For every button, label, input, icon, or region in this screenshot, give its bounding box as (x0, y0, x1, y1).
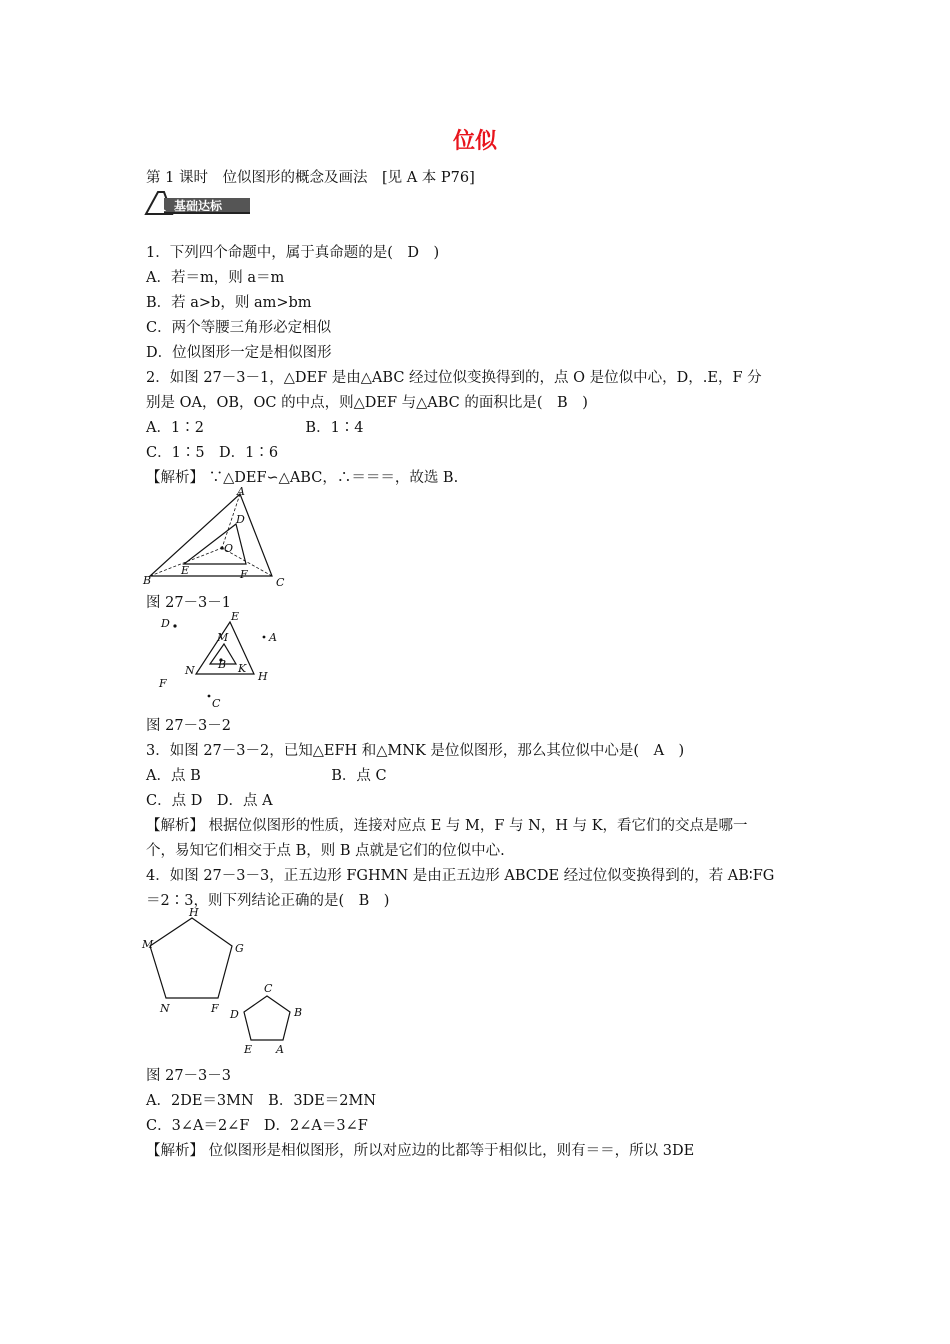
fig1-label-f: F (240, 568, 248, 581)
q2-stem-line1: 2．如图 27－3－1，△DEF 是由△ABC 经过位似变换得到的，点 O 是位似中心，D，.E，F 分 (146, 370, 762, 386)
fig3-label-f: F (211, 1002, 219, 1015)
figure-27-3-2 (150, 610, 290, 710)
lesson-heading: 第 1 课时 位似图形的概念及画法 [见 A 本 P76] (146, 170, 475, 186)
q4-stem-line1: 4．如图 27－3－3，正五边形 FGHMN 是由正五边形 ABCDE 经过位似变换得到的，若 AB∶FG (146, 868, 775, 884)
q2-stem-line2: 别是 OA，OB，OC 的中点，则△DEF 与△ABC 的面积比是( B ) (146, 395, 588, 411)
q2-analysis: 【解析】 ∵△DEF∽△ABC，∴＝＝＝，故选 B. (146, 470, 459, 486)
fig2-label-m: M (217, 631, 229, 644)
fig3-label-c: C (264, 982, 273, 995)
q1-option-d: D．位似图形一定是相似图形 (146, 345, 332, 361)
basic-level-badge (144, 190, 252, 216)
fig3-label-g: G (235, 942, 244, 955)
q4-stem-line2: ＝2∶3，则下列结论正确的是( B ) (146, 893, 390, 909)
badge-text: 基础达标 (174, 199, 223, 213)
fig2-label-b: B (218, 658, 227, 671)
fig3-label-h: H (189, 906, 199, 919)
fig1-label-e: E (181, 564, 190, 577)
q2-options-ab: A．1∶2 B．1∶4 (146, 420, 364, 436)
fig3-label-e: E (244, 1043, 253, 1056)
fig2-label-a: A (269, 631, 277, 644)
q1-option-a: A．若＝m，则 a＝m (146, 270, 285, 286)
fig1-label-b: B (143, 574, 152, 587)
fig3-caption: 图 27－3－3 (146, 1068, 232, 1084)
q3-options-cd: C．点 D D．点 A (146, 793, 273, 809)
fig3-label-m: M (142, 938, 154, 951)
fig1-label-o: O (224, 542, 234, 555)
fig3-label-a: A (276, 1043, 284, 1056)
fig2-label-c: C (212, 697, 221, 710)
fig1-label-d: D (236, 513, 245, 526)
q3-analysis-line1: 【解析】 根据位似图形的性质，连接对应点 E 与 M，F 与 N，H 与 K，看它们的交点是哪一 (146, 818, 748, 834)
q1-stem: 1．下列四个命题中，属于真命题的是( D ) (146, 245, 440, 261)
fig2-label-h: H (258, 670, 268, 683)
q4-analysis: 【解析】 位似图形是相似图形，所以对应边的比都等于相似比，则有＝＝，所以 3DE (146, 1143, 695, 1159)
q4-options-ab: A．2DE＝3MN B．3DE＝2MN (146, 1093, 377, 1109)
fig2-label-d: D (161, 617, 170, 630)
fig2-label-n: N (185, 664, 195, 677)
fig1-label-c: C (276, 576, 285, 589)
q3-stem: 3．如图 27－3－2，已知△EFH 和△MNK 是位似图形，那么其位似中心是( A ) (146, 743, 685, 759)
figure-27-3-1 (140, 486, 300, 592)
q3-options-ab: A．点 B B．点 C (146, 768, 387, 784)
q4-options-cd: C．3∠A＝2∠F D．2∠A＝3∠F (146, 1118, 368, 1134)
fig2-label-e: E (231, 610, 240, 623)
fig3-label-d: D (230, 1008, 239, 1021)
fig1-label-a: A (237, 486, 245, 498)
fig3-label-b: B (294, 1006, 303, 1019)
q2-options-cd: C．1∶5 D．1∶6 (146, 445, 279, 461)
page-title: 位似 (452, 129, 497, 154)
q3-analysis-line2: 个，易知它们相交于点 B，则 B 点就是它们的位似中心. (146, 843, 505, 859)
fig2-label-f: F (159, 677, 167, 690)
fig2-label-k: K (238, 662, 247, 675)
q1-option-b: B．若 a>b，则 am>bm (146, 295, 312, 311)
fig3-label-n: N (160, 1002, 170, 1015)
fig2-caption: 图 27－3－2 (146, 718, 232, 734)
figure-27-3-3 (140, 906, 310, 1062)
q1-option-c: C．两个等腰三角形必定相似 (146, 320, 332, 336)
badge-letter: A (153, 196, 166, 215)
fig1-caption: 图 27－3－1 (146, 595, 232, 611)
